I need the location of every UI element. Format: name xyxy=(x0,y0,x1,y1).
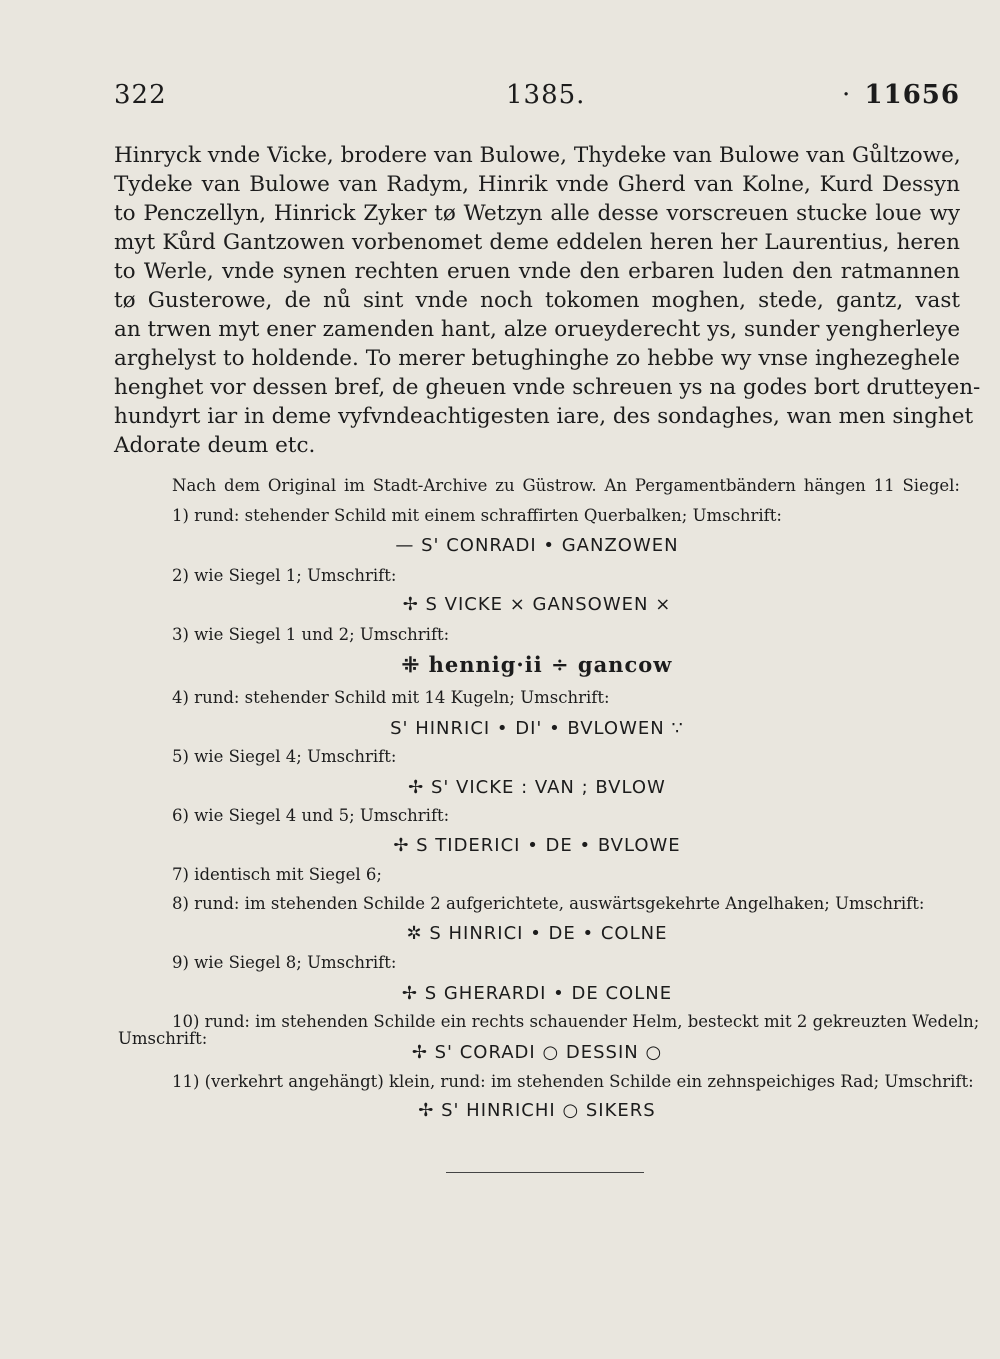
seal-legend: S' HINRICI • DI' • BVLOWEN ∵ xyxy=(390,718,684,739)
seal-legend: — S' CONRADI • GANZOWEN xyxy=(395,535,679,556)
seal-description: 1) rund: stehender Schild mit einem schraffirten Querbalken; Umschrift: xyxy=(172,506,782,525)
text-line: myt Kůrd Gantzowen vorbenomet deme eddelen heren her Laurentius, heren xyxy=(114,230,960,255)
seal-legend: ✢ S GHERARDI • DE COLNE xyxy=(401,983,673,1004)
source-note: Nach dem Original im Stadt-Archive zu Güstrow. An Pergamentbändern hängen 11 Siegel: xyxy=(172,476,960,495)
seal-description-continued: Umschrift: xyxy=(118,1029,208,1048)
text-line: Adorate deum etc. xyxy=(114,433,316,458)
header-dot: · xyxy=(842,80,851,110)
seal-description: 6) wie Siegel 4 und 5; Umschrift: xyxy=(172,806,450,825)
charter-text xyxy=(114,141,981,460)
seal-legend: ✢ S' HINRICHI ○ SIKERS xyxy=(418,1100,656,1121)
seal-legend: ⁜ hennig·ii ÷ gancow xyxy=(401,652,673,677)
seal-legend: ✢ S TIDERICI • DE • BVLOWE xyxy=(393,835,681,856)
seal-description: 10) rund: im stehenden Schilde ein rechts schauender Helm, besteckt mit 2 gekreuzten Wedeln; xyxy=(172,1012,980,1031)
seal-legend: ✢ S' CORADI ○ DESSIN ○ xyxy=(411,1042,663,1063)
text-line: tø Gusterowe, de nů sint vnde noch tokomen moghen, stede, gantz, vast xyxy=(114,288,960,313)
seal-description: 2) wie Siegel 1; Umschrift: xyxy=(172,566,397,585)
seal-description: 4) rund: stehender Schild mit 14 Kugeln; Umschrift: xyxy=(172,688,610,707)
year-heading: 1385. xyxy=(506,80,586,110)
seal-description: 3) wie Siegel 1 und 2; Umschrift: xyxy=(172,625,450,644)
seal-legend: ✲ S HINRICI • DE • COLNE xyxy=(406,923,668,944)
text-line: arghelyst to holdende. To merer betughinghe zo hebbe wy vnse inghezeghele xyxy=(114,346,960,371)
document-number: 11656 xyxy=(864,80,960,110)
text-line: hundyrt iar in deme vyfvndeachtigesten iare, des sondaghes, wan men singhet xyxy=(114,404,974,429)
text-line: to Werle, vnde synen rechten eruen vnde den erbaren luden den ratmannen xyxy=(114,259,960,284)
text-line: Hinryck vnde Vicke, brodere van Bulowe, Thydeke van Bulowe van Gůltzowe, xyxy=(114,143,961,168)
text-line: Tydeke van Bulowe van Radym, Hinrik vnde Gherd van Kolne, Kurd Dessyn xyxy=(114,172,960,197)
text-line: to Penczellyn, Hinrick Zyker tø Wetzyn alle desse vorscreuen stucke loue wy xyxy=(114,201,960,226)
seal-legend: ✢ S' VICKE : VAN ; BVLOW xyxy=(408,777,666,798)
page-header xyxy=(114,80,960,114)
seal-legend: ✢ S VICKE × GANSOWEN × xyxy=(402,594,672,615)
page-number: 322 xyxy=(114,80,167,110)
text-line: henghet vor dessen bref, de gheuen vnde schreuen ys na godes bort drutteyen- xyxy=(114,375,981,400)
seal-description: 7) identisch mit Siegel 6; xyxy=(172,865,382,884)
seal-description: 9) wie Siegel 8; Umschrift: xyxy=(172,953,397,972)
closing-rule xyxy=(446,1172,644,1173)
seal-description: 11) (verkehrt angehängt) klein, rund: im stehenden Schilde ein zehnspeichiges Rad; Umschrift: xyxy=(172,1072,974,1091)
seal-description: 5) wie Siegel 4; Umschrift: xyxy=(172,747,397,766)
text-line: an trwen myt ener zamenden hant, alze orueyderecht ys, sunder yengherleye xyxy=(114,317,961,342)
seal-description: 8) rund: im stehenden Schilde 2 aufgerichtete, auswärtsgekehrte Angelhaken; Umschrift: xyxy=(172,894,925,913)
